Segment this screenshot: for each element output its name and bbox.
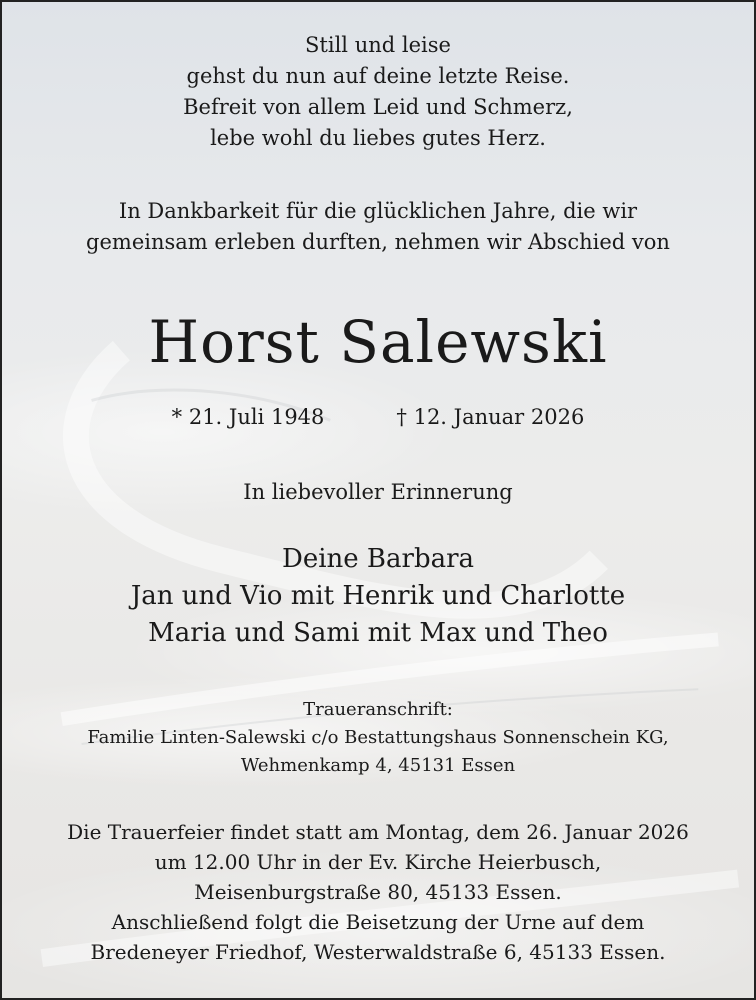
family-line: Deine Barbara [281, 544, 475, 574]
ceremony-line: um 12.00 Uhr in der Ev. Kirche Heierbusch, [154, 850, 602, 874]
intro-text [2, 196, 754, 258]
family-line: Maria und Sami mit Max und Theo [148, 618, 608, 648]
intro-line: In Dankbarkeit für die glücklichen Jahre, die wir [118, 199, 638, 223]
death-date: † 12. Januar 2026 [396, 405, 585, 429]
life-dates [2, 402, 754, 433]
ceremony-line: Meisenburgstraße 80, 45133 Essen. [194, 880, 562, 904]
family-signatures [2, 541, 754, 652]
family-line: Jan und Vio mit Henrik und Charlotte [130, 581, 626, 611]
birth-date: * 21. Juli 1948 [171, 405, 325, 429]
ceremony-line: Die Trauerfeier findet statt am Montag, dem 26. Januar 2026 [67, 820, 689, 844]
verse-line: gehst du nun auf deine letzte Reise. [186, 64, 570, 88]
deceased-name: Horst Salewski [148, 308, 608, 376]
mourning-address [2, 696, 754, 780]
address-line: Familie Linten-Salewski c/o Bestattungshaus Sonnenschein KG, [87, 727, 669, 748]
verse-line: Still und leise [305, 33, 451, 57]
verse [2, 30, 754, 154]
ceremony-line: Bredeneyer Friedhof, Westerwaldstraße 6, 45133 Essen. [90, 940, 666, 964]
intro-line: gemeinsam erleben durften, nehmen wir Abschied von [86, 230, 670, 254]
ceremony-line: Anschließend folgt die Beisetzung der Urne auf dem [111, 910, 645, 934]
verse-line: lebe wohl du liebes gutes Herz. [210, 126, 546, 150]
memory-line: In liebevoller Erinnerung [243, 480, 513, 504]
address-line: Wehmenkamp 4, 45131 Essen [240, 755, 516, 776]
verse-line: Befreit von allem Leid und Schmerz, [183, 95, 573, 119]
address-label: Traueranschrift: [303, 699, 453, 720]
ceremony-details [2, 817, 754, 967]
